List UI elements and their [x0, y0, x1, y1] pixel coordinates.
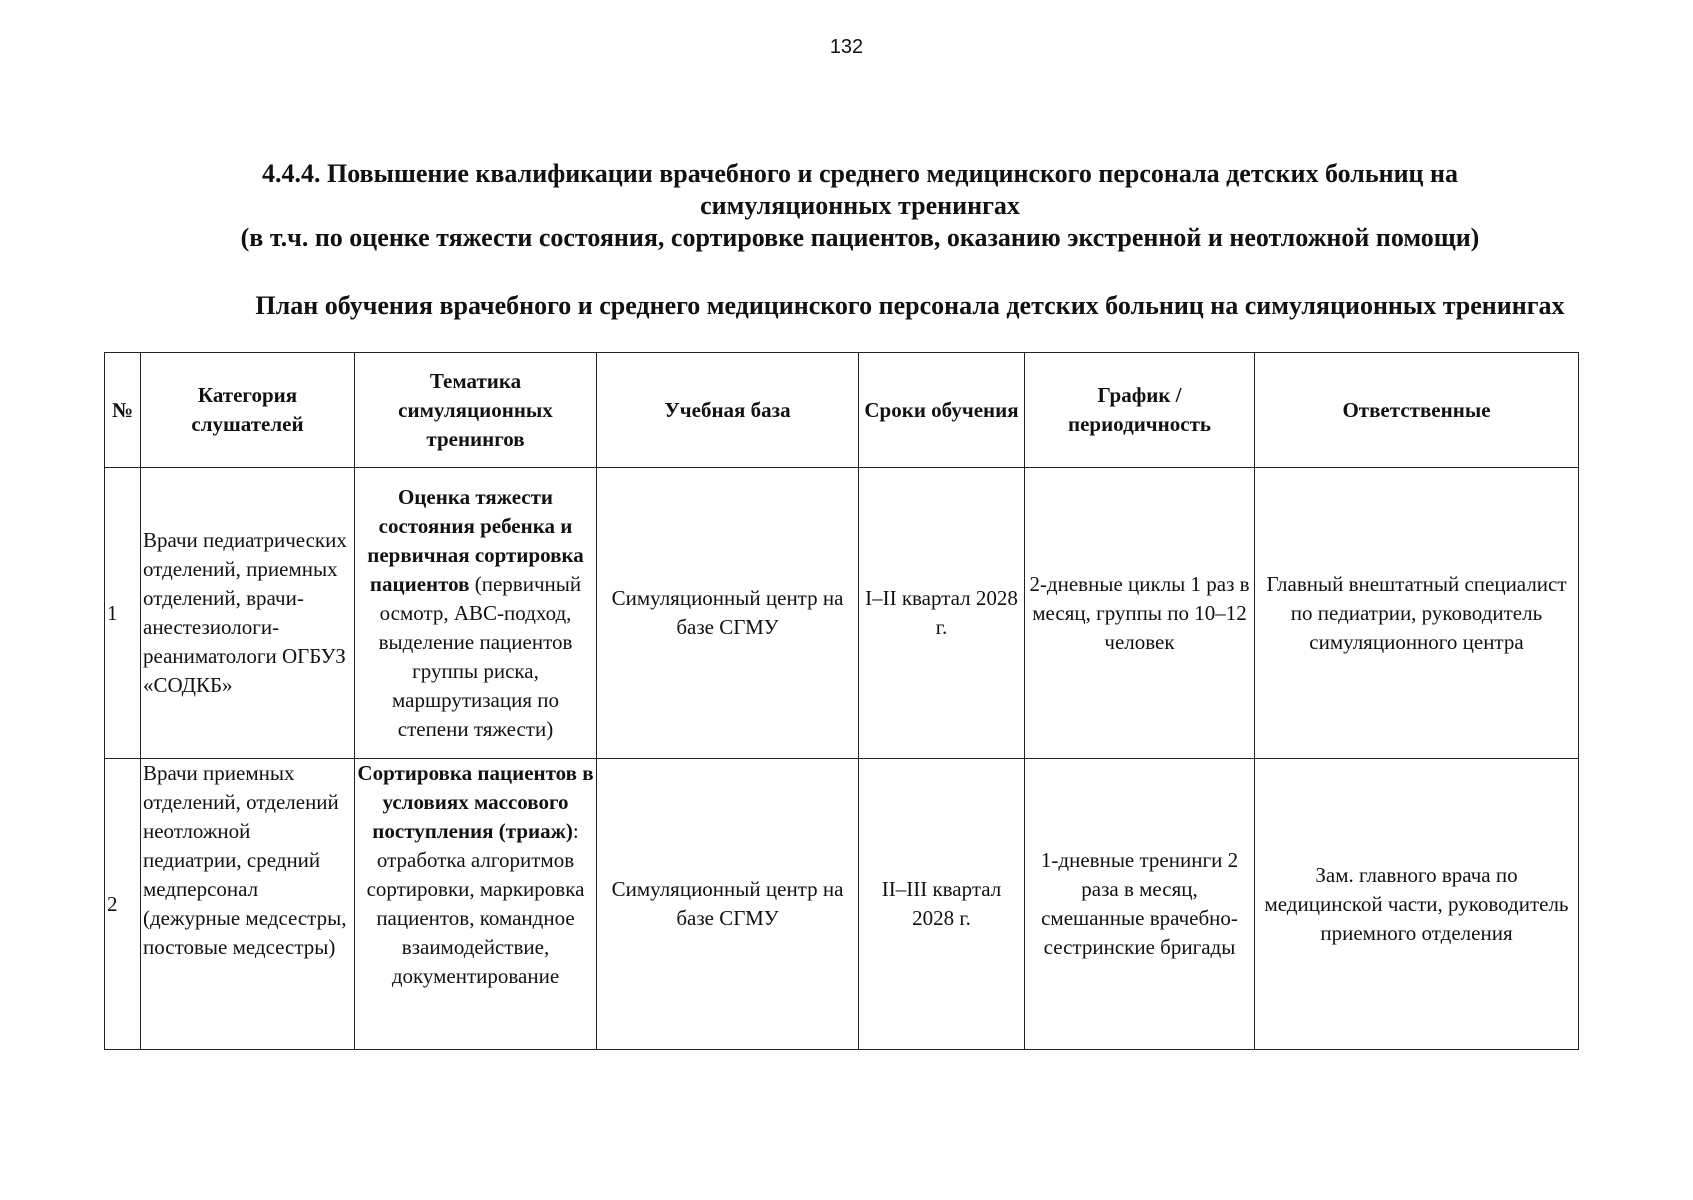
section-title-line-3: (в т.ч. по оценке тяжести состояния, сортировке пациентов, оказанию экстренной и неотложной помощи)	[240, 223, 1480, 252]
plan-title: План обучения врачебного и среднего медицинского персонала детских больниц на симуляционных тренингах	[255, 291, 1565, 320]
table-header-row	[105, 353, 1579, 468]
section-title-line-1: 4.4.4. Повышение квалификации врачебного и среднего медицинского персонала детских больниц на	[261, 159, 1459, 188]
header-terms: Сроки обучения	[859, 353, 1025, 468]
cell-base: Симуляционный центр на базе СГМУ	[597, 759, 859, 1050]
cell-schedule: 1-дневные тренинги 2 раза в месяц, смешанные врачебно-сестринские бригады	[1025, 759, 1255, 1050]
training-plan-table	[104, 352, 1579, 1050]
cell-base: Симуляционный центр на базе СГМУ	[597, 468, 859, 759]
header-schedule: График / периодичность	[1025, 353, 1255, 468]
cell-responsible: Главный внештатный специалист по педиатрии, руководитель симуляционного центра	[1255, 468, 1579, 759]
cell-num: 2	[105, 759, 141, 1050]
topic-detail-text: : отработка алгоритмов сортировки, маркировка пациентов, командное взаимодействие, документирование	[366, 819, 585, 988]
cell-topic	[355, 468, 597, 759]
header-category: Категория слушателей	[141, 353, 355, 468]
header-responsible: Ответственные	[1255, 353, 1579, 468]
header-num: №	[105, 353, 141, 468]
topic-bold-text: Оценка тяжести состояния ребенка и первичная сортировка пациентов	[367, 484, 584, 596]
cell-category: Врачи приемных отделений, отделений неотложной педиатрии, средний медперсонал (дежурные медсестры, постовые медсестры)	[141, 759, 355, 1050]
cell-terms: I–II квартал 2028 г.	[859, 468, 1025, 759]
page-number: 132	[829, 36, 864, 58]
cell-num: 1	[105, 468, 141, 759]
topic-bold-text: Сортировка пациентов в условиях массового поступления (триаж)	[357, 761, 594, 843]
header-topic: Тематика симуляционных тренингов	[355, 353, 597, 468]
cell-topic	[355, 759, 597, 1050]
section-title	[140, 158, 1580, 254]
table-row	[105, 468, 1579, 759]
cell-schedule: 2-дневные циклы 1 раз в месяц, группы по 10–12 человек	[1025, 468, 1255, 759]
cell-responsible: Зам. главного врача по медицинской части, руководитель приемного отделения	[1255, 759, 1579, 1050]
cell-category: Врачи педиатрических отделений, приемных отделений, врачи-анестезиологи-реаниматологи ОГБУЗ «СОДКБ»	[141, 468, 355, 759]
topic-detail-text: (первичный осмотр, ABC-подход, выделение пациентов группы риска, маршрутизация по степени тяжести)	[378, 571, 582, 741]
table-row	[105, 759, 1579, 1050]
header-base: Учебная база	[597, 353, 859, 468]
section-title-line-2: симуляционных тренингах	[700, 191, 1020, 220]
cell-terms: II–III квартал 2028 г.	[859, 759, 1025, 1050]
